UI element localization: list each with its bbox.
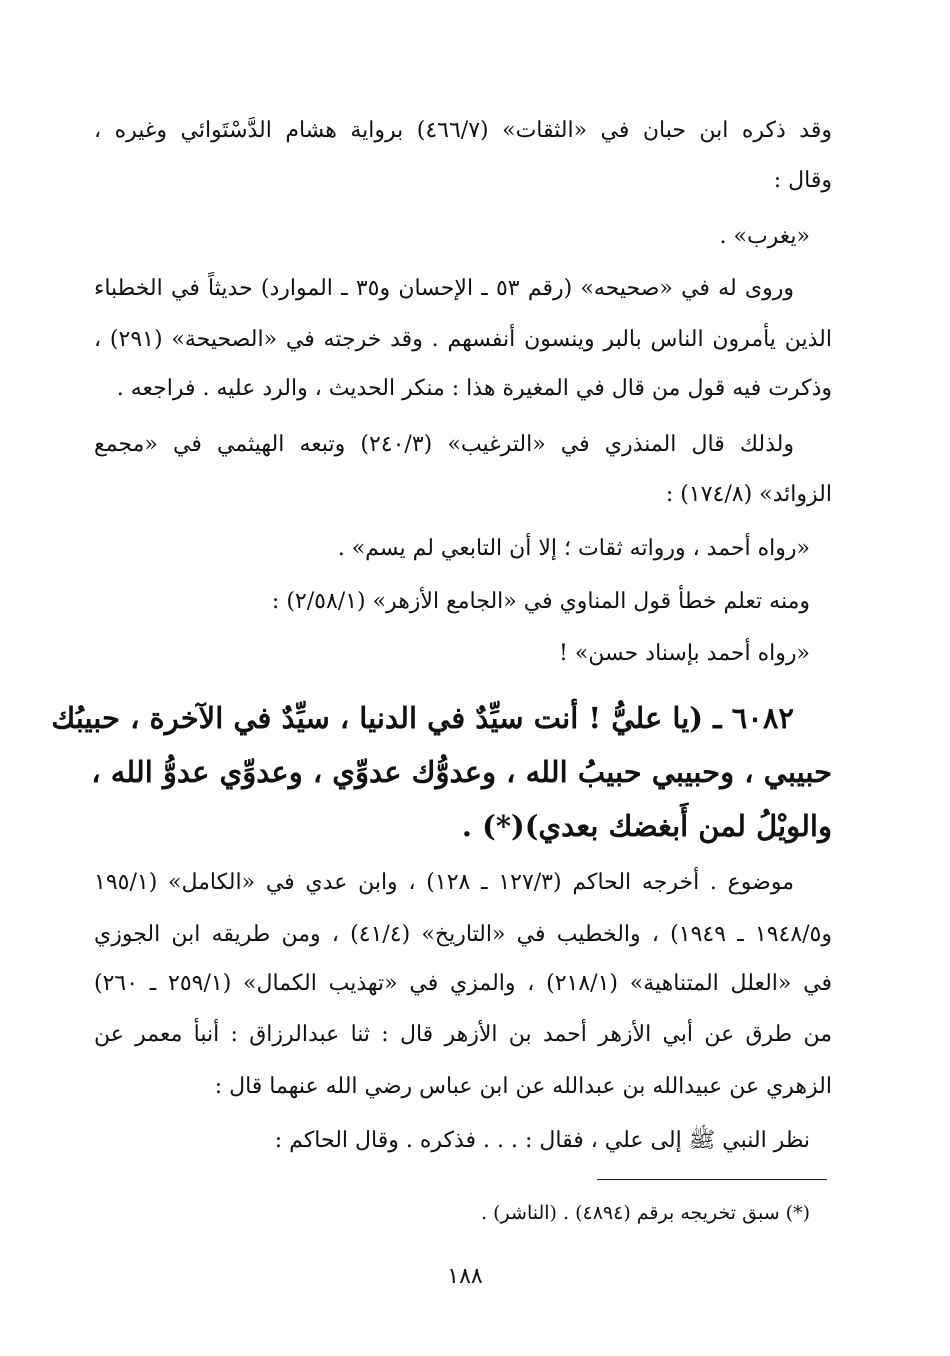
text-line: ومنه تعلم خطأ قول المناوي في «الجامع الأزهر» (٢/٥٨/١) : — [271, 589, 810, 614]
text-line: وذكرت فيه قول من قال في المغيرة هذا : منكر الحديث ، والرد عليه . فراجعه . — [116, 376, 832, 401]
text-line: وقال : — [773, 168, 832, 193]
hadith-heading-line: والويْلُ لمن أَبغضك بعدي)(*) . — [461, 809, 832, 843]
quote-line: «رواه أحمد ، ورواته ثقات ؛ إلا أن التابعي لم يسم» . — [337, 536, 810, 561]
commentary-line: موضوع . أخرجه الحاكم (١٢٧/٣ ـ ١٢٨) ، وابن عدي في «الكامل» (١٩٥/١ — [94, 870, 795, 895]
text-line: الزوائد» (١٧٤/٨) : — [665, 482, 832, 507]
commentary-line: نظر النبي ﷺ إلى علي ، فقال : . . . فذكره . وقال الحاكم : — [274, 1128, 810, 1153]
commentary-line: الزهري عن عبيدالله بن عبدالله عن ابن عباس رضي الله عنهما قال : — [214, 1074, 832, 1099]
commentary-line: و١٩٤٨/٥ ـ ١٩٤٩) ، والخطيب في «التاريخ» (٤١/٤) ، ومن طريقه ابن الجوزي — [94, 922, 832, 947]
quote-line: «رواه أحمد بإسناد حسن» ! — [559, 641, 810, 666]
hadith-heading-line: حبيبي ، وحبيبي حبيبُ الله ، وعدوُّك عدوِّي ، وعدوِّي عدوُّ الله ، — [91, 755, 832, 789]
commentary-line: في «العلل المتناهية» (٢١٨/١) ، والمزي في «تهذيب الكمال» (٢٥٩/١ ـ ٢٦٠) — [94, 971, 832, 996]
page-number: ١٨٨ — [447, 1264, 483, 1289]
commentary-line: من طرق عن أبي الأزهر أحمد بن الأزهر قال : ثنا عبدالرزاق : أنبأ معمر عن — [94, 1022, 832, 1047]
text-line: الذين يأمرون الناس بالبر وينسون أنفسهم . وقد خرجته في «الصحيحة» (٢٩١) ، — [94, 327, 832, 352]
text-line: وقد ذكره ابن حبان في «الثقات» (٤٦٦/٧) برواية هشام الدَّسْتَوائي وغيره ، — [94, 118, 832, 143]
footnote-separator — [597, 1179, 827, 1180]
text-line: ولذلك قال المنذري في «الترغيب» (٢٤٠/٣) وتبعه الهيثمي في «مجمع — [94, 432, 794, 457]
text-line: وروى له في «صحيحه» (رقم ٥٣ ـ الإحسان و٣٥ ـ الموارد) حديثاً في الخطباء — [94, 276, 794, 301]
hadith-heading-line: ٦٠٨٢ ـ (يا عليُّ ! أنت سيِّدٌ في الدنيا ، سيِّدٌ في الآخرة ، حبيبُك — [51, 701, 794, 735]
text-line: «يغرب» . — [719, 224, 810, 249]
footnote: (*) سبق تخريجه برقم (٤٨٩٤) . (الناشر) . — [481, 1202, 810, 1224]
